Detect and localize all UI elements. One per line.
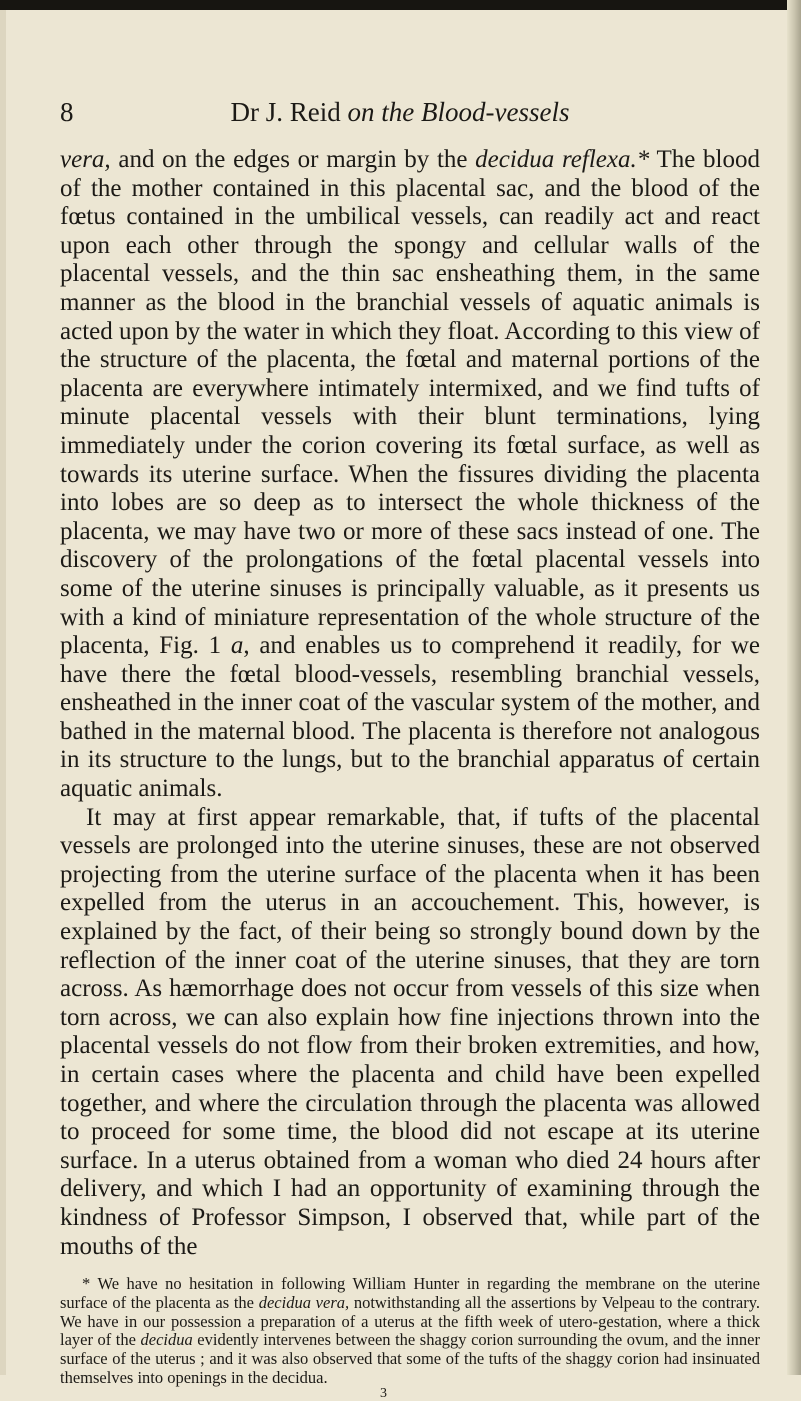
signature-mark: 3	[380, 1386, 387, 1401]
running-head-title: Blood-vessels	[421, 97, 570, 127]
page-header	[60, 97, 760, 137]
page-content	[60, 146, 760, 1401]
paragraph-2: It may at first appear remarkable, that, if tufts of the placental vessels are prolonged into the uterine sinuses, these are not observed projecting from the uterine surface of the placenta when it has been expelled from the uterus in an accouchement. This, however, is explained by the fact, of their being so strongly bound down by the reflection of the inner coat of the uterine sinuses, that they are torn across. As hæmorrhage does not occur from vessels of this size when torn across, we can also explain how fine injections thrown into the placental vessels do not flow from their broken extremities, and how, in certain cases where the placenta and child have been expelled together, and where the circulation through the placenta was allowed to proceed for some time, the blood did not escape at its uterine surface. In a uterus obtained from a woman who died 24 hours after delivery, and which I had an opportunity of examining through the kindness of Professor Simpson, I observed that, while part of the mouths of the	[60, 803, 760, 1260]
scan-right-edge	[787, 0, 801, 1375]
paragraph-1-lead-italic: vera,	[60, 146, 111, 173]
footnote	[60, 1275, 760, 1387]
scan-top-border	[0, 0, 801, 10]
paragraph-1-text-a: and on the edges or margin by the	[110, 146, 476, 173]
footnote-text-b: notwithstanding all the assertions by Velpeau to the contrary. We have in our possession a preparation of a uterus at the fifth week of utero-gestation, where a thick layer of the	[60, 1292, 760, 1350]
footnote-text-a: * We have no hesitation in following William Hunter in regarding the membrane on the uterine surface of the placenta as the	[60, 1274, 760, 1312]
running-head-author: Dr J. Reid	[230, 97, 341, 127]
scan-left-edge	[0, 10, 6, 1375]
running-head	[60, 97, 740, 128]
footnote-text-c: evidently intervenes between the shaggy corion surrounding the ovum, and the inner surface of the uterus ; and it was also observed that some of the tufts of the shaggy corion had insinuated themselves into openings in the decidua.	[60, 1330, 760, 1387]
running-head-connector: on the	[347, 97, 415, 127]
paragraph-1-text-b: The blood of the mother contained in this placental sac, and the blood of the fœtus contained in the umbilical vessels, can readily act and react upon each other through the spongy and cellular walls of the placental vessels, and the thin sac ensheathing them, in the same manner as the blood in the branchial vessels of aquatic animals is acted upon by the water in which they float. According to this view of the structure of the placenta, the fœtal and maternal portions of the placenta are everywhere intimately intermixed, and we find tufts of minute placental vessels with their blunt terminations, lying immediately under the corion covering its fœtal surface, as well as towards its uterine surface. When the fissures dividing the placenta into lobes are so deep as to intersect the whole thickness of the placenta, we may have two or more of these sacs instead of one. The discovery of the prolongations of the fœtal placental vessels into some of the uterine sinuses is principally valuable, as it presents us with a kind of miniature representation of the whole structure of the placenta, Fig. 1	[60, 146, 760, 660]
paragraph-1-text-c: , and enables us to comprehend it readily, for we have there the fœtal blood-vessels, resembling branchial vessels, ensheathed in the inner coat of the vascular system of the mother, and bathed in the maternal blood. The placenta is therefore not analogous in its structure to the lungs, but to the branchial apparatus of certain aquatic animals.	[60, 632, 760, 803]
paragraph-1	[60, 146, 760, 804]
figure-reference-letter: a	[230, 632, 244, 660]
page-number: 8	[60, 97, 74, 127]
footnote-italic-2: decidua	[140, 1330, 193, 1350]
footnote-italic-1: decidua vera,	[258, 1292, 350, 1312]
footnote-reference-term: decidua reflexa.*	[475, 146, 650, 173]
